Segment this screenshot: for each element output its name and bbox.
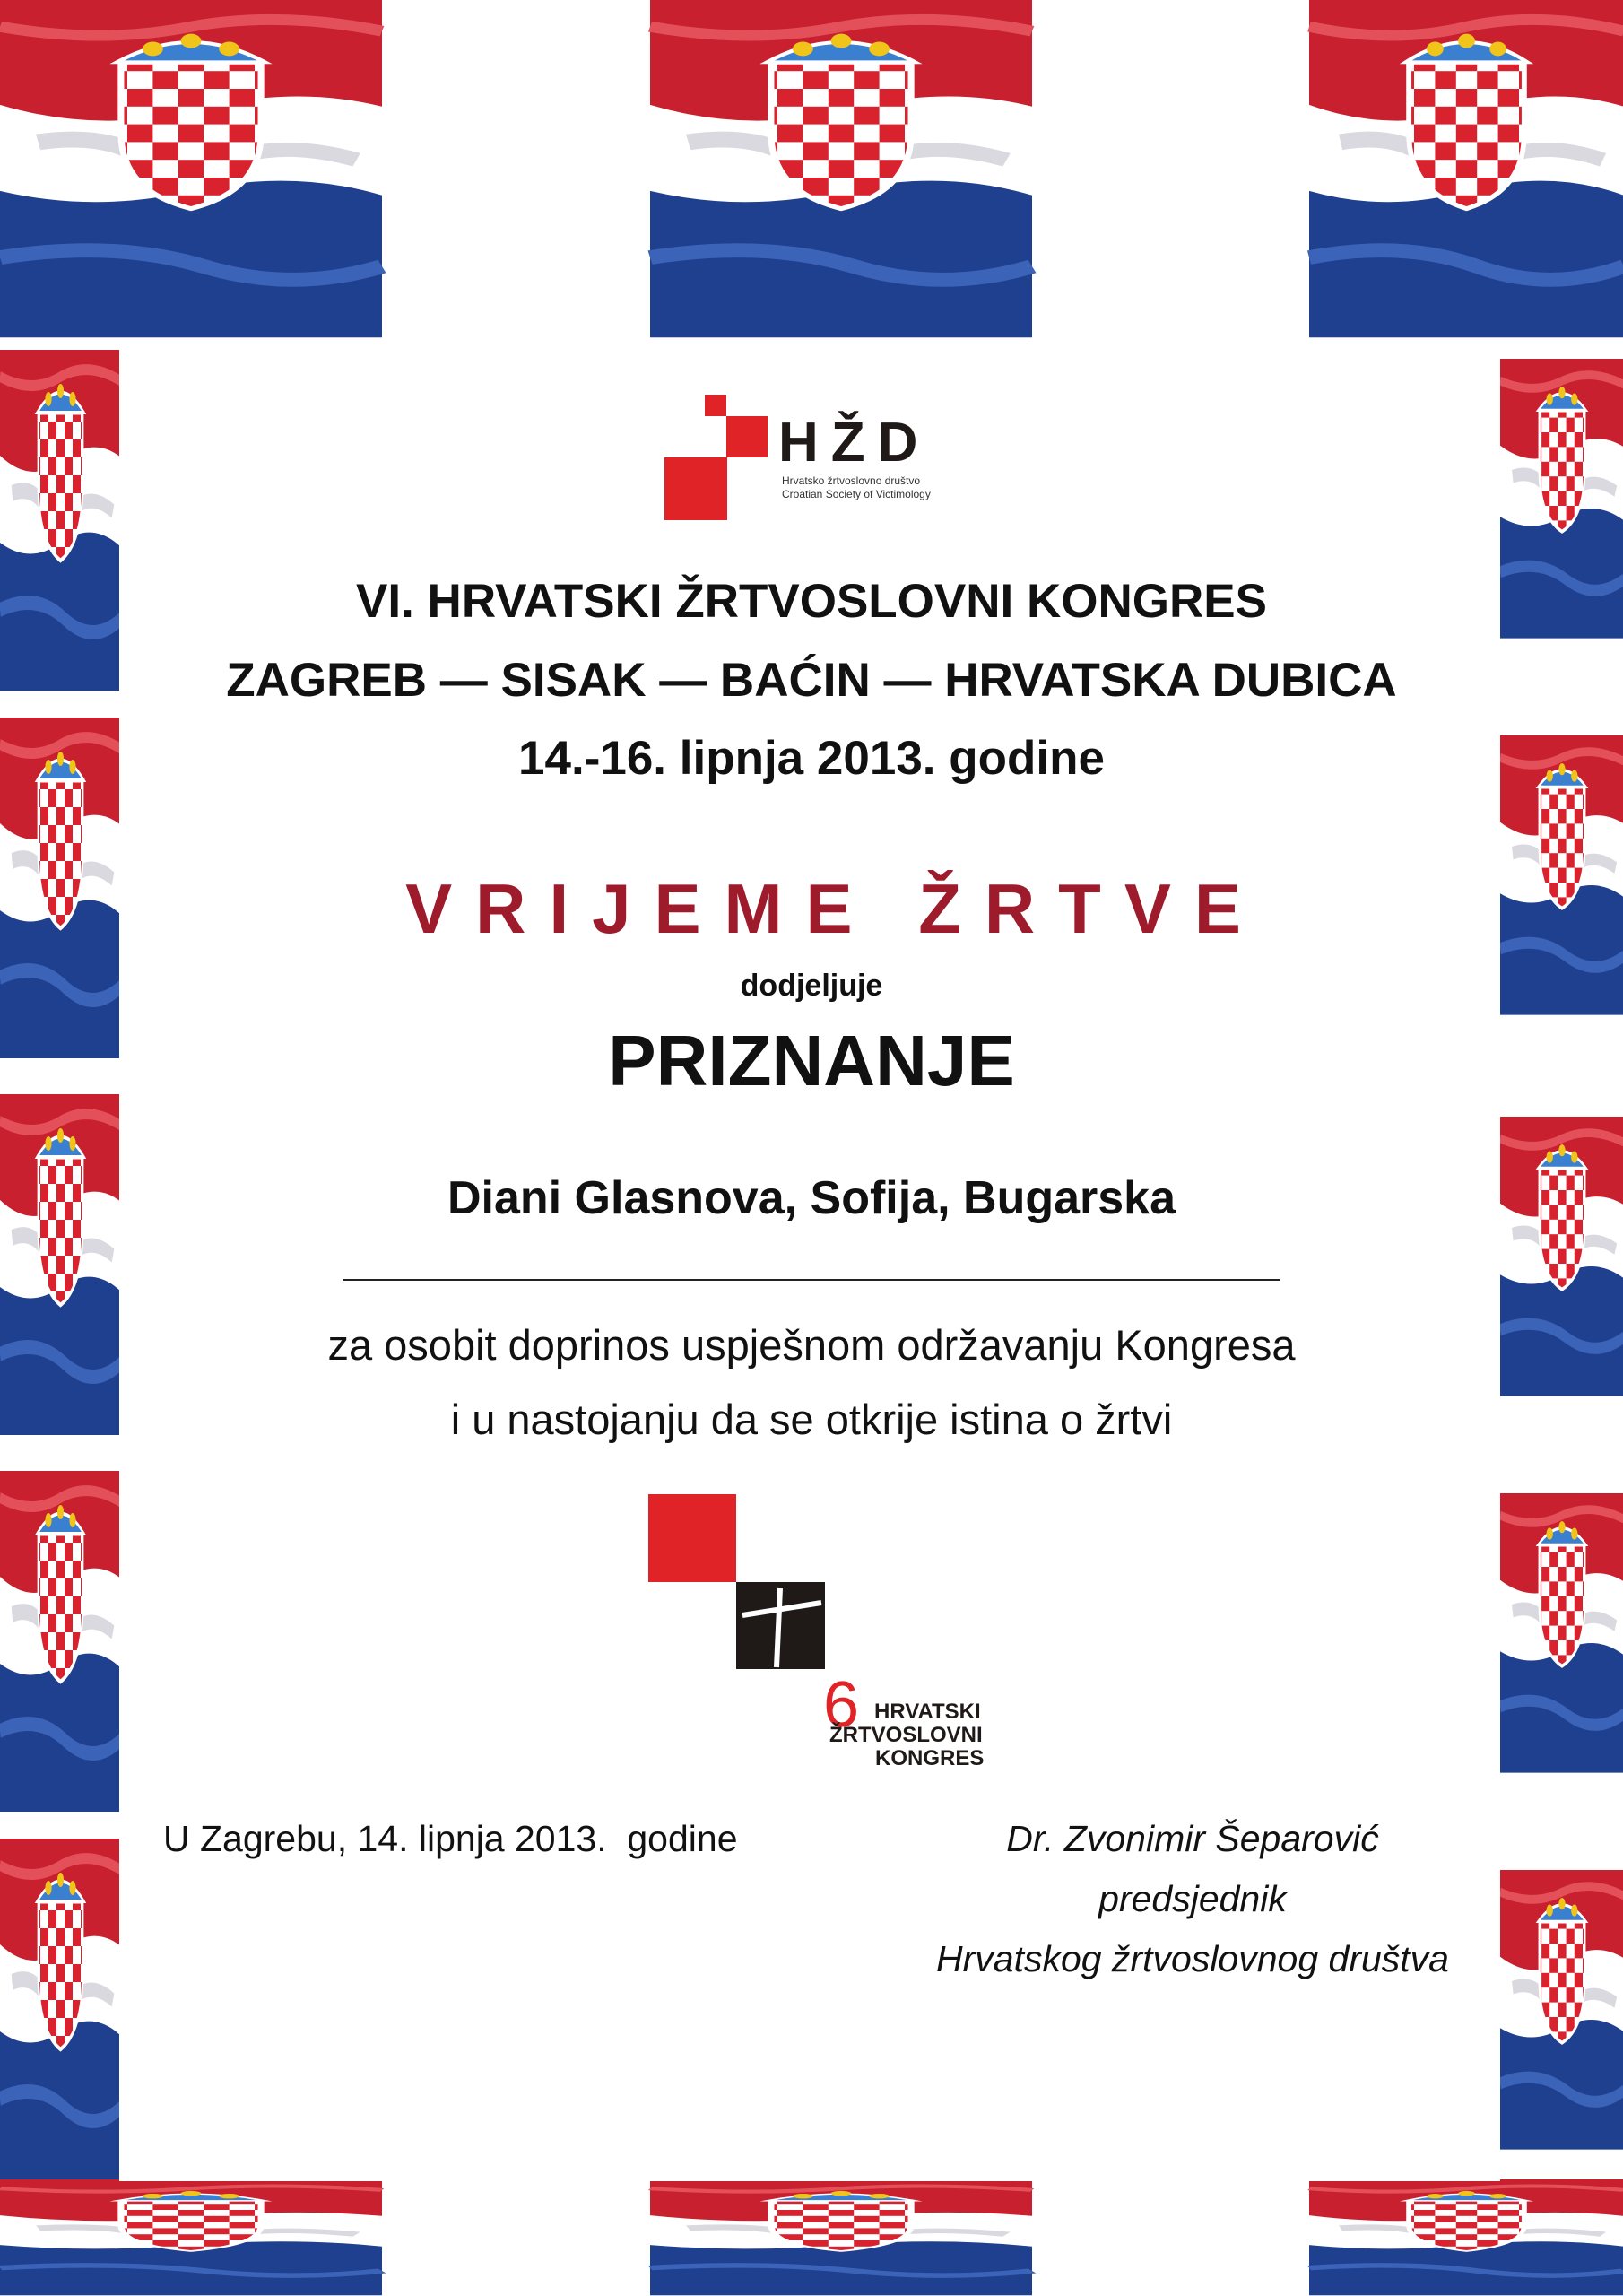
hzd-logo xyxy=(662,370,931,533)
congress-number: 6 xyxy=(823,1669,860,1741)
logo-small-square xyxy=(705,395,726,416)
logo-big-square xyxy=(664,457,727,520)
reason-line-1: za osobit doprinos uspješnom održavanju Kongresa xyxy=(327,1321,1296,1369)
signatory-name: Dr. Zvonimir Šeparović xyxy=(1006,1818,1379,1859)
congress-dates: 14.-16. lipnja 2013. godine xyxy=(518,732,1105,785)
logo-letters: HŽD xyxy=(778,412,931,474)
logo-line2: Croatian Society of Victimology xyxy=(782,488,931,500)
congress-logo-red-square xyxy=(648,1494,736,1582)
congress-theme: VRIJEME ŽRTVE xyxy=(405,869,1264,948)
place-date: U Zagrebu, 14. lipnja 2013. godine xyxy=(163,1818,738,1859)
logo-line1: Hrvatsko žrtvoslovno društvo xyxy=(782,474,921,487)
logo-mid-square xyxy=(726,416,768,457)
congress-logo xyxy=(646,1492,1004,1779)
awards-verb: dodjeljuje xyxy=(740,969,883,1003)
recipient-name: Diani Glasnova, Sofija, Bugarska xyxy=(447,1172,1176,1224)
congress-places: ZAGREB — SISAK — BAĆIN — HRVATSKA DUBICA xyxy=(226,654,1397,707)
congress-logo-line2: ŽRTVOSLOVNI xyxy=(829,1723,983,1747)
recipient-underline xyxy=(343,1279,1280,1281)
signatory-role: predsjednik xyxy=(1098,1878,1287,1919)
award-title: PRIZNANJE xyxy=(608,1021,1015,1100)
congress-logo-line1: HRVATSKI xyxy=(874,1700,981,1724)
congress-logo-line3: KONGRES xyxy=(875,1746,985,1770)
signatory-organization: Hrvatskog žrtvoslovnog društva xyxy=(936,1938,1449,1979)
reason-line-2: i u nastojanju da se otkrije istina o žrtvi xyxy=(450,1396,1173,1443)
congress-title: VI. HRVATSKI ŽRTVOSLOVNI KONGRES xyxy=(356,575,1267,628)
